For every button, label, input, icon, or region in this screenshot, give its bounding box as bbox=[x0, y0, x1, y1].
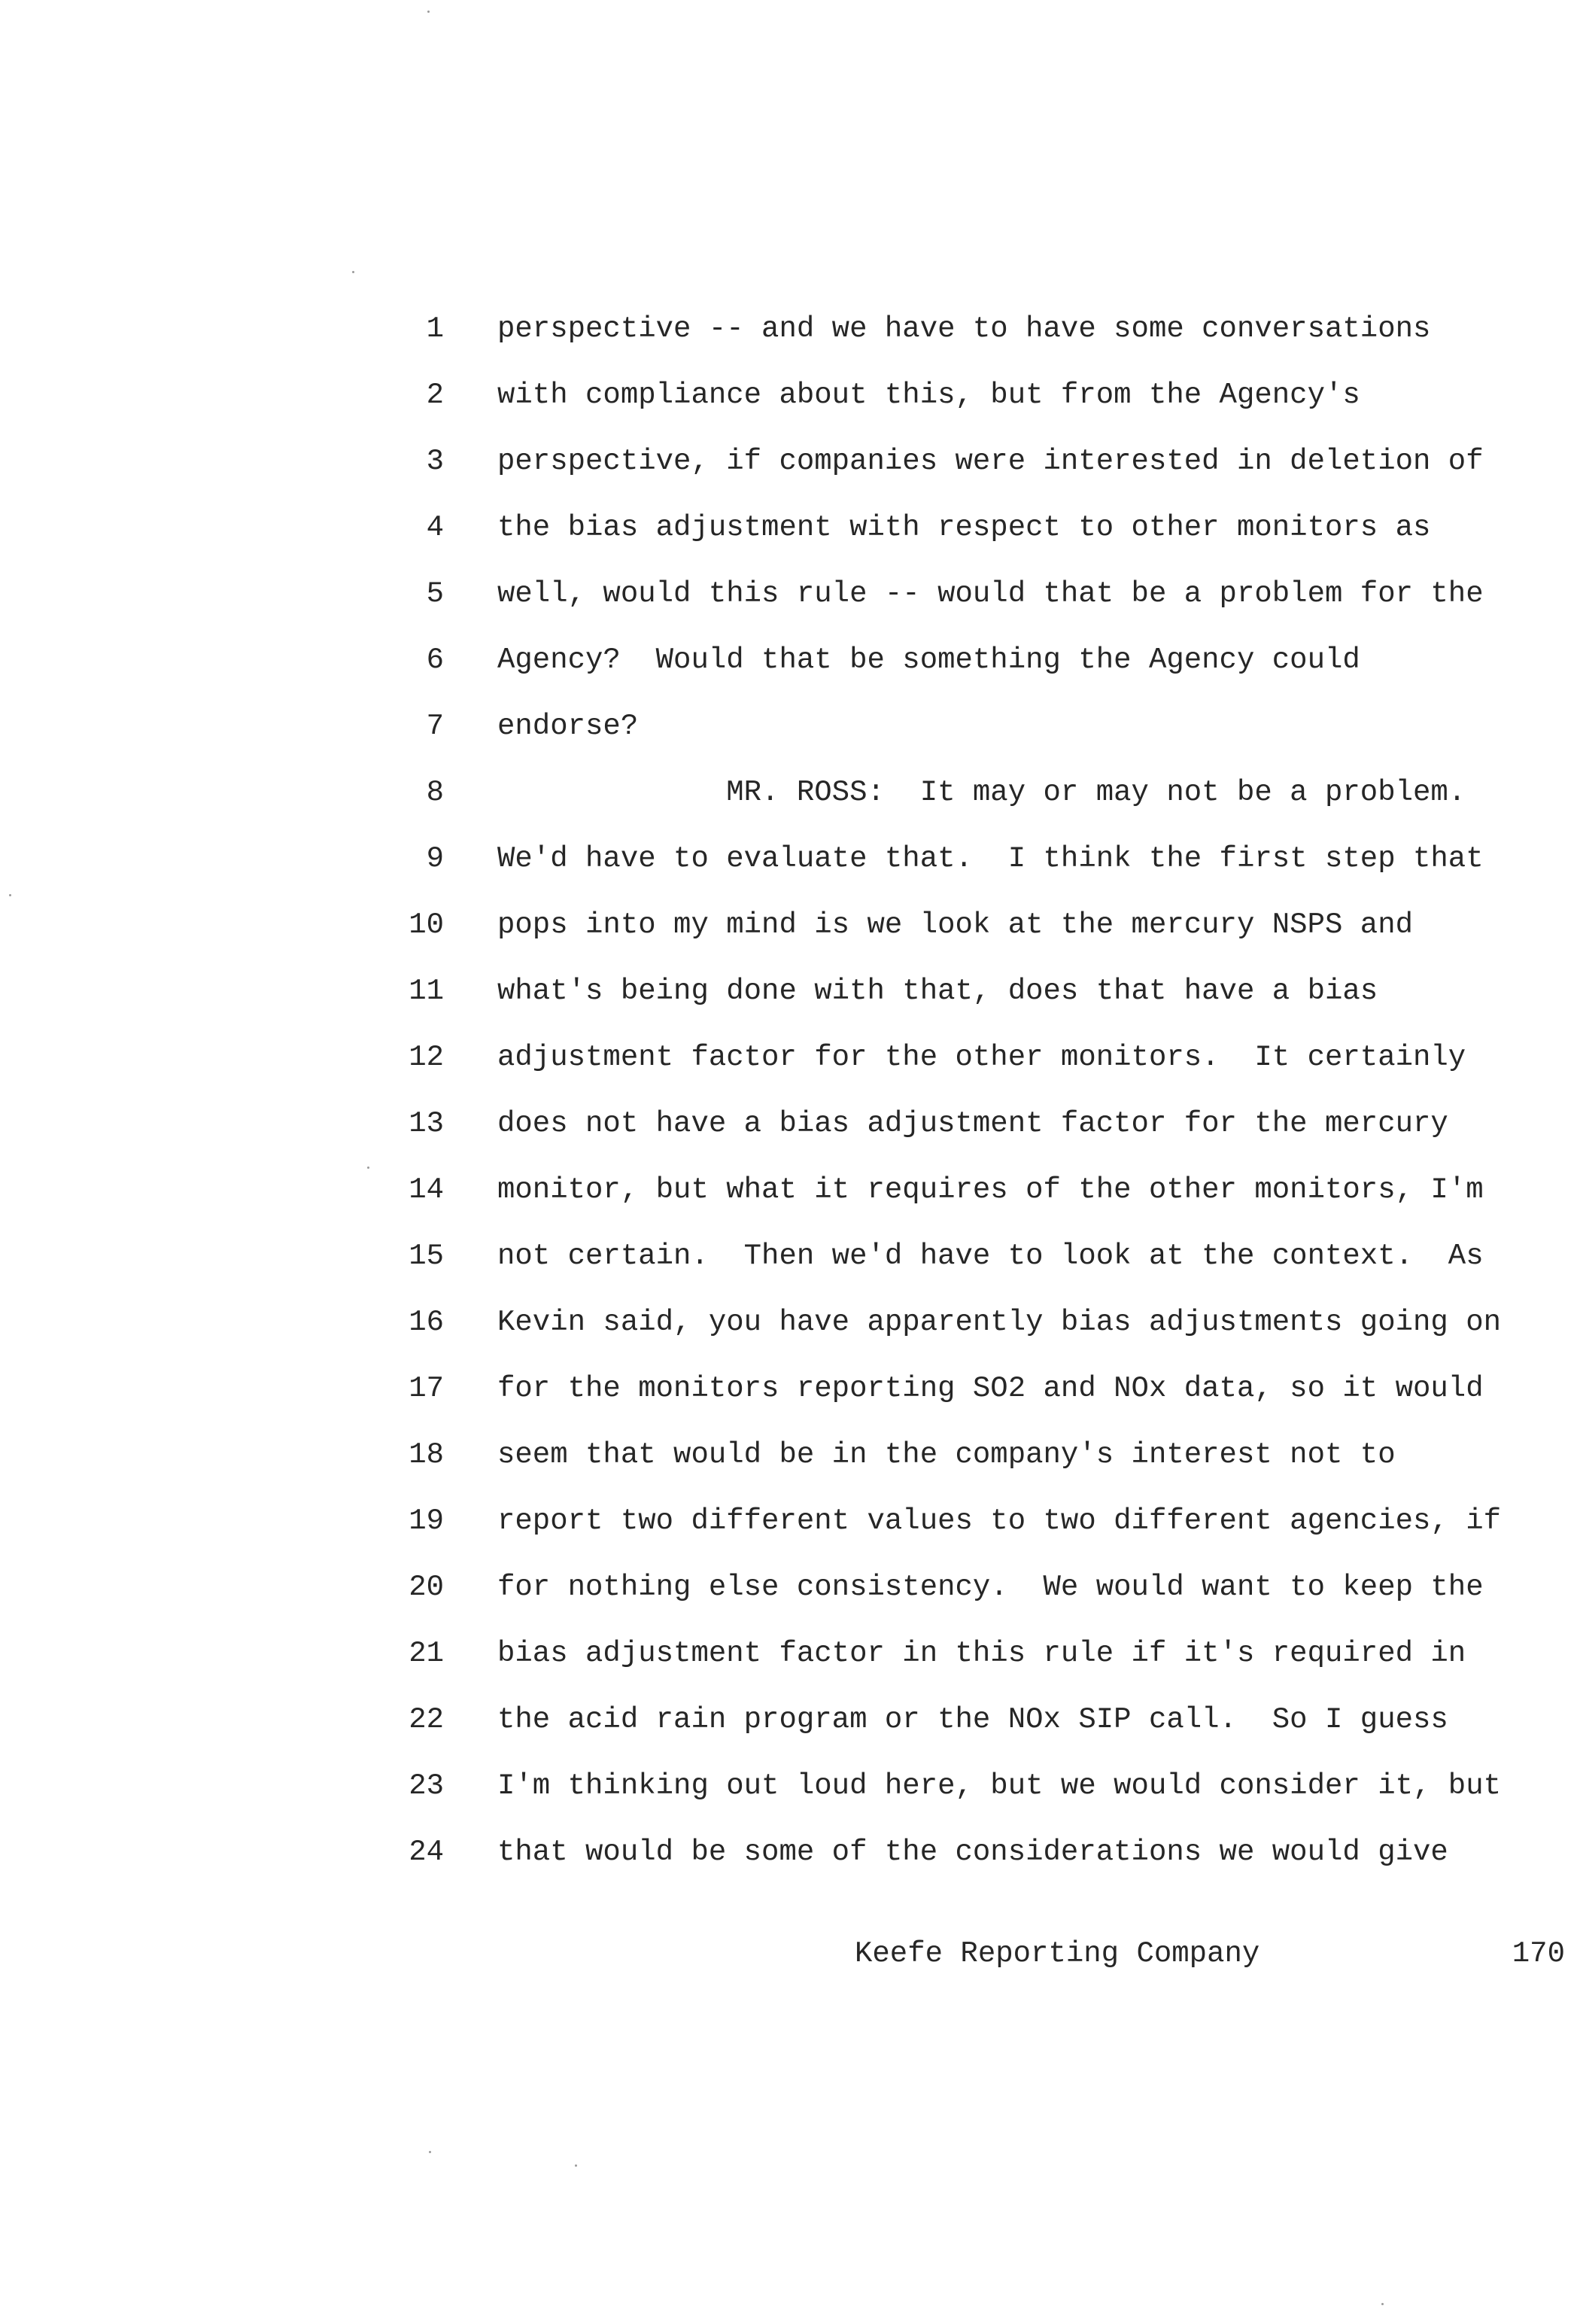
line-number: 20 bbox=[409, 1571, 444, 1604]
line-number: 14 bbox=[409, 1173, 444, 1206]
transcript-line bbox=[0, 704, 1577, 749]
line-number: 13 bbox=[409, 1107, 444, 1140]
line-number: 4 bbox=[426, 511, 444, 544]
line-text: the bias adjustment with respect to other monitors as bbox=[497, 511, 1431, 544]
scan-speck bbox=[367, 1167, 369, 1169]
line-number: 11 bbox=[409, 975, 444, 1008]
line-text: bias adjustment factor in this rule if it's required in bbox=[497, 1637, 1466, 1670]
line-number: 18 bbox=[409, 1438, 444, 1471]
line-number: 19 bbox=[409, 1504, 444, 1538]
line-text: perspective -- and we have to have some conversations bbox=[497, 312, 1431, 345]
line-text: I'm thinking out loud here, but we would consider it, but bbox=[497, 1769, 1502, 1802]
transcript-line bbox=[0, 770, 1577, 815]
line-text: MR. ROSS: It may or may not be a problem. bbox=[497, 776, 1466, 809]
scan-speck bbox=[1381, 2303, 1384, 2305]
line-text: seem that would be in the company's interest not to bbox=[497, 1438, 1396, 1471]
reporting-company: Keefe Reporting Company bbox=[855, 1937, 1260, 1970]
transcript-line bbox=[0, 1167, 1577, 1212]
line-number: 12 bbox=[409, 1041, 444, 1074]
line-number: 8 bbox=[426, 776, 444, 809]
line-text: well, would this rule -- would that be a problem for the bbox=[497, 577, 1484, 610]
line-number: 9 bbox=[426, 842, 444, 875]
transcript-line bbox=[0, 1763, 1577, 1808]
line-text: what's being done with that, does that have a bias bbox=[497, 975, 1378, 1008]
transcript-line bbox=[0, 1697, 1577, 1742]
line-text: with compliance about this, but from the Agency's bbox=[497, 379, 1360, 412]
scan-speck bbox=[352, 271, 354, 273]
transcript-line bbox=[0, 1233, 1577, 1279]
line-number: 21 bbox=[409, 1637, 444, 1670]
line-number: 5 bbox=[426, 577, 444, 610]
scan-speck bbox=[9, 894, 11, 896]
transcript-line bbox=[0, 1035, 1577, 1080]
line-text: Kevin said, you have apparently bias adjustments going on bbox=[497, 1306, 1502, 1339]
line-number: 2 bbox=[426, 379, 444, 412]
line-text: monitor, but what it requires of the other monitors, I'm bbox=[497, 1173, 1484, 1206]
transcript-line bbox=[0, 836, 1577, 881]
transcript-line bbox=[0, 439, 1577, 484]
line-number: 10 bbox=[409, 908, 444, 941]
line-text: for nothing else consistency. We would want to keep the bbox=[497, 1571, 1484, 1604]
transcript-line bbox=[0, 1101, 1577, 1146]
line-text: We'd have to evaluate that. I think the first step that bbox=[497, 842, 1484, 875]
line-number: 7 bbox=[426, 710, 444, 743]
line-number: 16 bbox=[409, 1306, 444, 1339]
scan-speck bbox=[575, 2164, 577, 2167]
line-text: adjustment factor for the other monitors. It certainly bbox=[497, 1041, 1466, 1074]
transcript-line bbox=[0, 1631, 1577, 1676]
transcript-line bbox=[0, 1565, 1577, 1610]
transcript-line bbox=[0, 1300, 1577, 1345]
transcript-line bbox=[0, 902, 1577, 948]
transcript-line bbox=[0, 1498, 1577, 1544]
transcript-line bbox=[0, 1432, 1577, 1477]
line-number: 24 bbox=[409, 1836, 444, 1869]
line-text: perspective, if companies were interested in deletion of bbox=[497, 445, 1484, 478]
scan-speck bbox=[427, 11, 430, 13]
line-text: pops into my mind is we look at the mercury NSPS and bbox=[497, 908, 1413, 941]
transcript-line bbox=[0, 1830, 1577, 1875]
line-text: that would be some of the considerations we would give bbox=[497, 1836, 1448, 1869]
line-number: 22 bbox=[409, 1703, 444, 1736]
line-number: 15 bbox=[409, 1240, 444, 1273]
scan-speck bbox=[429, 2151, 431, 2153]
transcript-line bbox=[0, 637, 1577, 683]
transcript-line bbox=[0, 306, 1577, 351]
line-text: the acid rain program or the NOx SIP call. So I guess bbox=[497, 1703, 1448, 1736]
line-number: 17 bbox=[409, 1372, 444, 1405]
transcript-line bbox=[0, 571, 1577, 616]
line-text: does not have a bias adjustment factor for the mercury bbox=[497, 1107, 1448, 1140]
transcript-line bbox=[0, 505, 1577, 550]
line-text: endorse? bbox=[497, 710, 639, 743]
line-text: not certain. Then we'd have to look at the context. As bbox=[497, 1240, 1484, 1273]
transcript-line bbox=[0, 373, 1577, 418]
line-text: Agency? Would that be something the Agency could bbox=[497, 643, 1360, 677]
transcript-line bbox=[0, 969, 1577, 1014]
page-number: 170 bbox=[1512, 1937, 1565, 1970]
line-text: for the monitors reporting SO2 and NOx data, so it would bbox=[497, 1372, 1484, 1405]
transcript-line bbox=[0, 1366, 1577, 1411]
line-number: 23 bbox=[409, 1769, 444, 1802]
line-text: report two different values to two different agencies, if bbox=[497, 1504, 1502, 1538]
line-number: 3 bbox=[426, 445, 444, 478]
line-number: 6 bbox=[426, 643, 444, 677]
line-number: 1 bbox=[426, 312, 444, 345]
